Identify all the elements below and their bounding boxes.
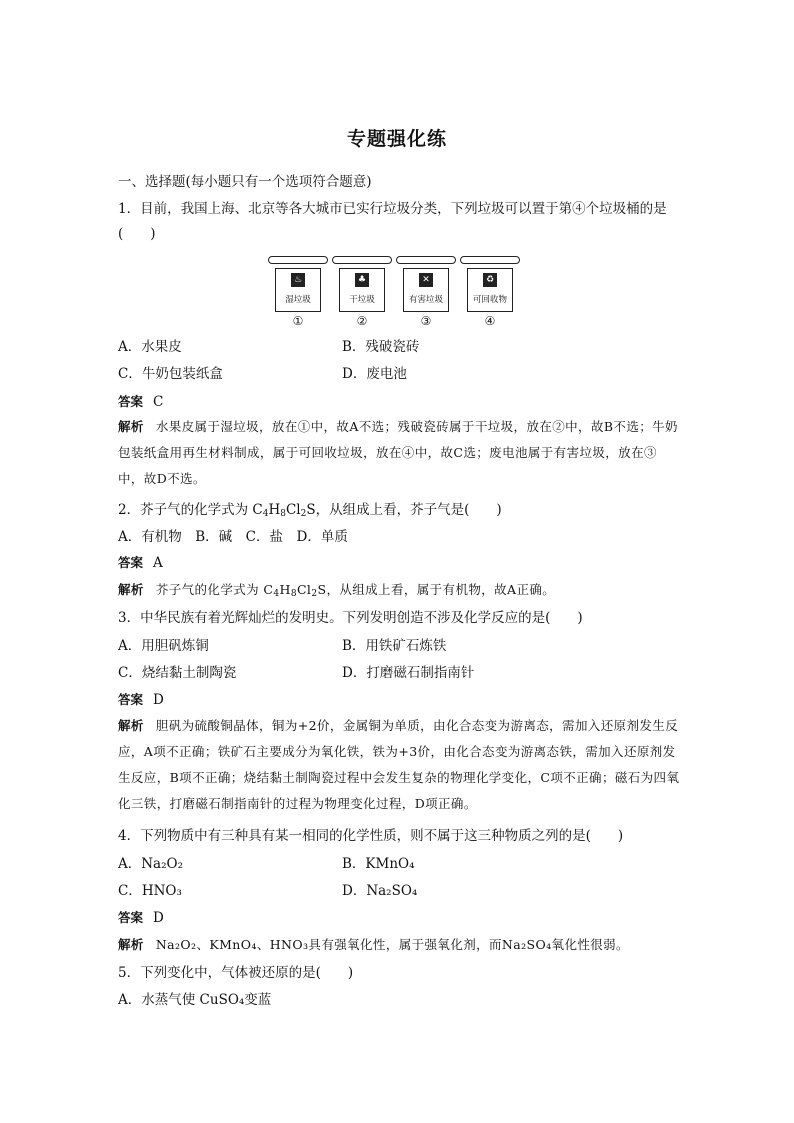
q4-option-d: D．Na₂SO₄ [342, 883, 418, 899]
explanation-label: 解析 [118, 718, 144, 733]
q4-option-c: C．HNO₃ [118, 883, 182, 899]
explanation-text: 胆矾为硫酸铜晶体，铜为+2价，金属铜为单质，由化合态变为游离态，需加入还原剂发生反应，A项不正确；铁矿石主要成分为氧化铁，铁为+3价，由化合态变为游离态铁，需加入还原剂发生反应，B项不正确；烧结黏土制陶瓷过程中会发生复杂的物理化学变化，C项不正确；磁石为四氧化三铁，打磨磁石制指南针的过程为物理变化过程，D项正确。 [118, 718, 680, 811]
answer-value: A [153, 555, 163, 571]
bin-number: ① [292, 314, 304, 328]
bin-lid [460, 256, 520, 264]
q3-option-c: C．烧结黏土制陶瓷 [118, 665, 237, 681]
q3-answer [118, 690, 164, 710]
bin-label: 湿垃圾 [285, 295, 311, 305]
bin-label: 有害垃圾 [408, 295, 443, 305]
stem-text: ，从组成上看，芥子气是( ) [315, 502, 502, 518]
answer-value: D [153, 910, 164, 926]
explanation-label: 解析 [118, 582, 144, 597]
bin-body [339, 268, 385, 312]
q2-explanation: 解析 芥子气的化学式为 $C_4H_8Cl_2S$，从组成上看，属于有机物，故A正确。 [118, 582, 556, 599]
q3-option-d: D．打磨磁石制指南针 [342, 665, 475, 681]
explanation-text: 水果皮属于湿垃圾，放在①中，故A不选；残破瓷砖属于干垃圾，放在②中，故B不选；牛奶包装纸盒用再生材料制成，属于可回收垃圾，放在④中，故C选；废电池属于有害垃圾，放在③中，故D不选。 [118, 419, 678, 486]
bin-number: ③ [420, 314, 432, 328]
q1-option-a: A．水果皮 [118, 339, 182, 355]
q4-option-a: A．Na₂O₂ [118, 856, 184, 872]
question-1-stem: 1．目前，我国上海、北京等各大城市已实行垃圾分类，下列垃圾可以置于第④个垃圾桶的是 [118, 201, 667, 217]
bin-3 [398, 256, 454, 328]
recyclable-icon: ♻ [483, 273, 497, 287]
bin-number: ② [356, 314, 368, 328]
bin-4 [462, 256, 518, 328]
q1-explanation [118, 414, 680, 492]
explanation-text: 芥子气的化学式为 C [155, 582, 274, 597]
bin-body [275, 268, 321, 312]
page-title: 专题强化练 [346, 128, 447, 150]
q1-option-d: D．废电池 [342, 366, 407, 382]
bin-label: 干垃圾 [349, 295, 375, 305]
bin-lid [332, 256, 392, 264]
bin-lid [268, 256, 328, 264]
q3-explanation [118, 713, 680, 817]
bin-2 [334, 256, 390, 328]
explanation-label: 解析 [118, 419, 144, 434]
q4-option-b: B．KMnO₄ [342, 856, 415, 872]
q5-option-a: A．水蒸气使 CuSO₄变蓝 [118, 992, 272, 1008]
question-4-stem: 4．下列物质中有三种具有某一相同的化学性质，则不属于这三种物质之列的是( ) [118, 828, 624, 844]
q1-option-b: B．残破瓷砖 [342, 339, 420, 355]
bin-body [403, 268, 449, 312]
answer-label: 答案 [118, 910, 144, 925]
answer-label: 答案 [118, 555, 144, 570]
q3-option-a: A．用胆矾炼铜 [118, 638, 209, 654]
explanation-text: ，从组成上看，属于有机物，故A正确。 [326, 582, 556, 597]
explanation-label: 解析 [118, 937, 144, 952]
question-1-blank: ( ) [118, 226, 156, 242]
answer-label: 答案 [118, 692, 144, 707]
bin-1 [270, 256, 326, 328]
bin-number: ④ [484, 314, 496, 328]
bin-body [467, 268, 513, 312]
bin-lid [396, 256, 456, 264]
q3-option-b: B．用铁矿石炼铁 [342, 638, 447, 654]
explanation-text: Na₂O₂、KMnO₄、HNO₃具有强氧化性，属于强氧化剂，而Na₂SO₄氧化性很弱。 [155, 937, 629, 952]
garbage-bins-figure [270, 256, 522, 330]
section-heading: 一、选择题(每小题只有一个选项符合题意) [118, 174, 372, 190]
q1-option-c: C．牛奶包装纸盒 [118, 366, 223, 382]
q2-answer [118, 553, 163, 573]
answer-value: C [153, 394, 164, 410]
bin-label: 可回收物 [472, 295, 507, 305]
q1-answer [118, 392, 163, 412]
q4-explanation [118, 932, 629, 958]
question-3-stem: 3．中华民族有着光辉灿烂的发明史。下列发明创造不涉及化学反应的是( ) [118, 610, 583, 626]
dry-waste-icon: ♣ [355, 273, 369, 287]
wet-waste-icon: ♨ [291, 273, 305, 287]
q2-options: A．有机物 B．碱 C．盐 D．单质 [118, 529, 348, 545]
hazardous-waste-icon: ✕ [419, 273, 433, 287]
answer-label: 答案 [118, 394, 144, 409]
question-2-stem: 2．芥子气的化学式为 $C_4H_8Cl_2S$，从组成上看，芥子气是( ) [118, 502, 502, 519]
answer-value: D [153, 692, 164, 708]
stem-text: 2．芥子气的化学式为 C [118, 502, 263, 518]
q4-answer [118, 908, 164, 928]
question-5-stem: 5．下列变化中，气体被还原的是( ) [118, 965, 354, 981]
